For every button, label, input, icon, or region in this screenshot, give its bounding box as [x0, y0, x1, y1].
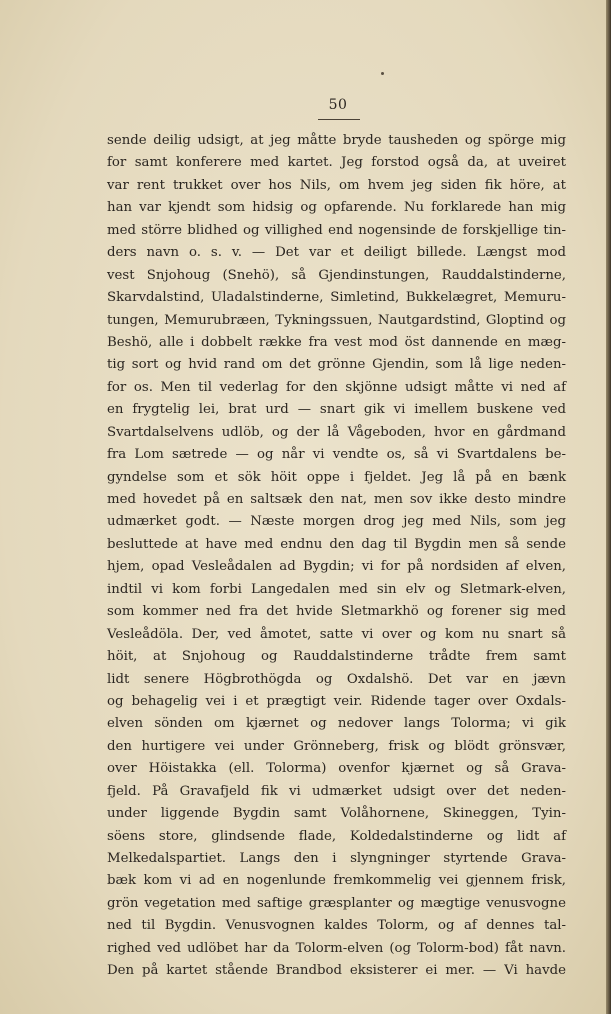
text-line: med hovedet på en saltsæk den nat, men sov ikke desto mindre	[107, 492, 566, 507]
text-line: den hurtigere vei under Grönneberg, frisk og blödt grönsvær,	[107, 738, 566, 754]
text-line: bæk kom vi ad en nogenlunde fremkommelig vei gjennem frisk,	[107, 873, 566, 889]
text-line: udmærket godt. — Næste morgen drog jeg med Nils, som jeg	[107, 514, 566, 530]
text-line: som kommer ned fra det hvide Sletmarkhö og forener sig med	[107, 604, 566, 620]
text-line: Den på kartet stående Brandbod eksisterer ei mer. — Vi havde	[107, 963, 566, 979]
text-line: righed ved udlöbet har da Tolorm-elven (og Tolorm-bod) fåt navn.	[107, 940, 566, 956]
text-line: gyndelse som et sök höit oppe i fjeldet. Jeg lå på en bænk	[107, 469, 566, 485]
text-line: over Höistakka (ell. Tolorma) ovenfor kjærnet og så Grava-	[107, 761, 566, 777]
text-line: Vesleådöla. Der, ved åmotet, satte vi over og kom nu snart så	[107, 626, 566, 642]
text-line: fjeld. På Gravafjeld fik vi udmærket udsigt over det neden-	[107, 783, 566, 799]
text-line: og behagelig vei i et prægtigt veir. Ridende tager over Oxdals-	[107, 693, 566, 709]
text-line: ders navn o. s. v. — Det var et deiligt billede. Længst mod	[107, 245, 566, 261]
text-line: tig sort og hvid rand om det grönne Gjendin, som lå lige neden-	[107, 357, 566, 373]
paper-speck	[381, 72, 384, 75]
text-line: ned til Bygdin. Venusvognen kaldes Tolorm, og af dennes tal-	[107, 918, 566, 934]
text-line: Melkedalspartiet. Langs den i slyngninger styrtende Grava-	[107, 851, 566, 866]
text-line: besluttede at have med endnu den dag til Bygdin men så sende	[107, 536, 566, 552]
text-line: Skarvdalstind, Uladalstinderne, Simletind, Bukkelægret, Memuru-	[107, 290, 566, 306]
text-line: grön vegetation med saftige græsplanter og mægtige venusvogne	[107, 895, 566, 911]
text-line: tungen, Memurubræen, Tykningssuen, Nautgardstind, Gloptind og	[107, 312, 566, 328]
text-line: Svartdalselvens udlöb, og der lå Vågeboden, hvor en gårdmand	[107, 424, 566, 440]
text-line: for os. Men til vederlag for den skjönne udsigt måtte vi ned af	[107, 379, 566, 395]
text-line: hjem, opad Vesleådalen ad Bygdin; vi for på nordsiden af elven,	[107, 559, 566, 575]
text-line: elven sönden om kjærnet og nedover langs Tolorma; vi gik	[107, 716, 566, 732]
text-line: lidt senere Högbrothögda og Oxdalshö. Det var en jævn	[107, 671, 566, 687]
text-line: fra Lom sætrede — og når vi vendte os, så vi Svartdalens be-	[107, 447, 566, 463]
text-line: en frygtelig lei, brat urd — snart gik vi imellem buskene ved	[107, 402, 566, 418]
text-line: var rent trukket over hos Nils, om hvem jeg siden fik höre, at	[107, 177, 566, 193]
text-line: söens store, glindsende flade, Koldedalstinderne og lidt af	[107, 828, 566, 844]
text-line: sende deilig udsigt, at jeg måtte bryde tausheden og spörge mig	[107, 133, 566, 148]
body-text	[107, 130, 566, 983]
text-line: for samt konferere med kartet. Jeg forstod også da, at uveiret	[107, 155, 566, 171]
page-number-rule	[318, 119, 360, 120]
page-number: 50	[328, 97, 348, 113]
text-line: med större blidhed og villighed end nogensinde de forskjellige tin-	[107, 222, 566, 238]
text-line: Beshö, alle i dobbelt række fra vest mod öst dannende en mæg-	[107, 334, 566, 350]
text-line: höit, at Snjohoug og Rauddalstinderne trådte frem samt	[107, 649, 566, 665]
text-line: vest Snjohoug (Snehö), så Gjendinstungen, Rauddalstinderne,	[107, 267, 566, 283]
text-line: indtil vi kom forbi Langedalen med sin elv og Sletmark-elven,	[107, 581, 566, 597]
text-line: han var kjendt som hidsig og opfarende. Nu forklarede han mig	[107, 200, 566, 216]
page-edge	[606, 0, 611, 1014]
text-line: under liggende Bygdin samt Volåhornene, Skineggen, Tyin-	[107, 806, 566, 822]
